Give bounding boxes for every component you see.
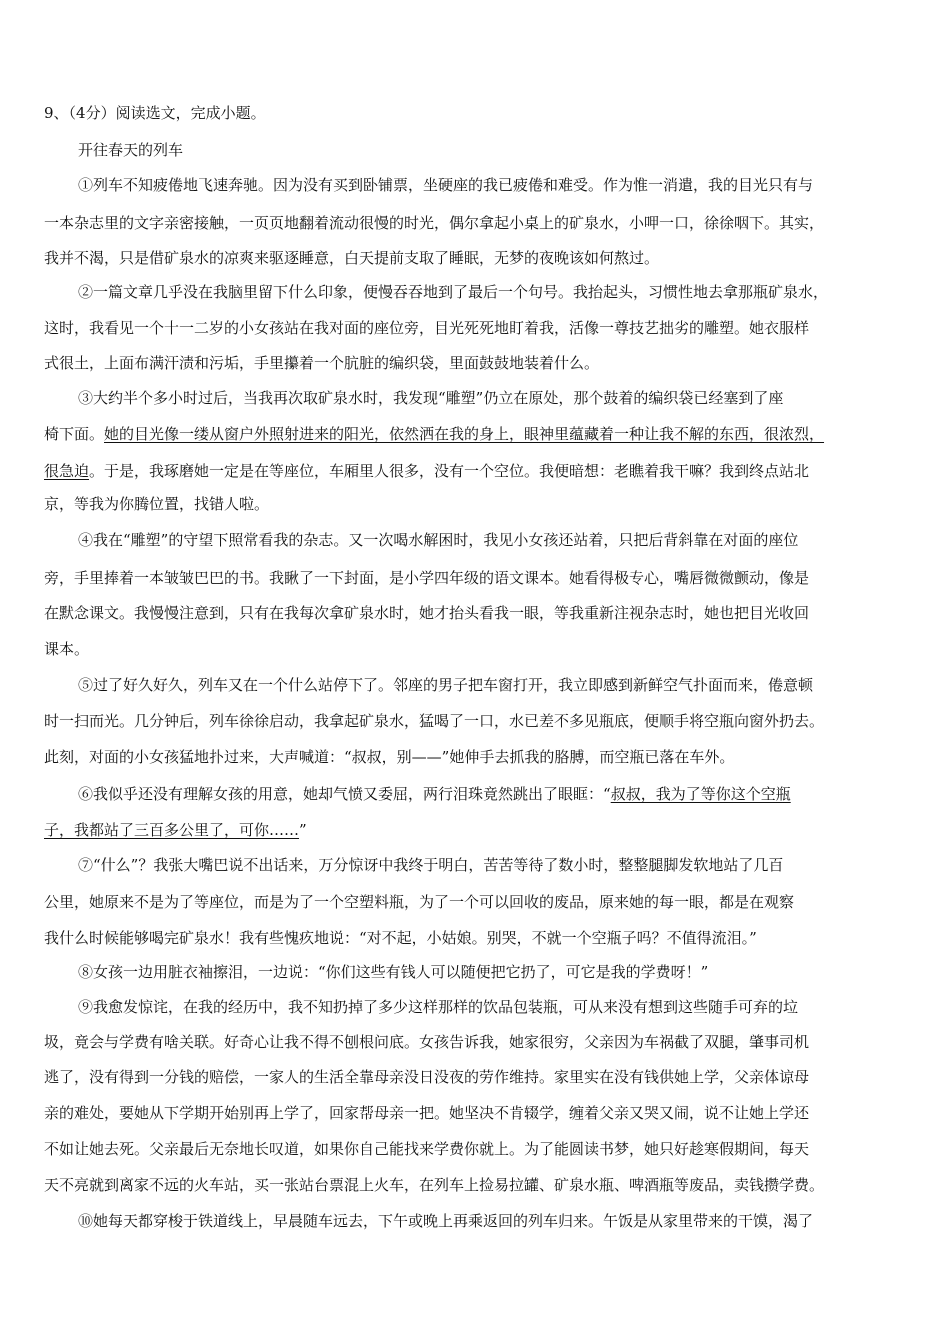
paragraph-9-line-6: 天不亮就到离家不远的火车站，买一张站台票混上火车，在列车上捡易拉罐、矿泉水瓶、啤酒瓶等废品，卖钱攒学费。 bbox=[44, 1176, 825, 1194]
paragraph-1-line-2: 一本杂志里的文字亲密接触，一页页地翻着流动很慢的时光，偶尔拿起小桌上的矿泉水，小呷一口，徐徐咽下。其实， bbox=[44, 214, 825, 232]
paragraph-2-line-3: 式很土，上面布满汗渍和污垢，手里攥着一个肮脏的编织袋，里面鼓鼓地装着什么。 bbox=[44, 354, 600, 372]
paragraph-6-line-2-plain: ” bbox=[299, 821, 307, 839]
paragraph-6-line-1-plain: ⑥我似乎还没有理解女孩的用意，她却气愤又委屈，两行泪珠竟然跳出了眼眶：“ bbox=[78, 785, 611, 803]
paragraph-3-line-1: ③大约半个多小时过后，当我再次取矿泉水时，我发现“雕塑”仍立在原处，那个鼓着的编织袋已经塞到了座 bbox=[78, 389, 784, 407]
paragraph-4-line-2: 旁，手里捧着一本皱皱巴巴的书。我瞅了一下封面，是小学四年级的语文课本。她看得极专心，嘴唇微微颤动，像是 bbox=[44, 569, 810, 587]
underlined-quote-part-1: 叔叔，我为了等你这个空瓶 bbox=[610, 785, 791, 803]
paragraph-6-line-2 bbox=[44, 820, 307, 842]
paragraph-4-line-3: 在默念课文。我慢慢注意到，只有在我每次拿矿泉水时，她才抬头看我一眼，等我重新注视杂志时，她也把目光收回 bbox=[44, 604, 810, 622]
paragraph-5-line-3: 此刻，对面的小女孩猛地扑过来，大声喊道：“叔叔，别——”她伸手去抓我的胳膊，而空瓶已落在车外。 bbox=[44, 748, 735, 766]
paragraph-1-line-1: ①列车不知疲倦地飞速奔驰。因为没有买到卧铺票，坐硬座的我已疲倦和难受。作为惟一消遣，我的目光只有与 bbox=[78, 176, 814, 194]
paragraph-9-line-3: 逃了，没有得到一分钱的赔偿，一家人的生活全靠母亲没日没夜的劳作维持。家里实在没有钱供她上学，父亲体谅母 bbox=[44, 1068, 810, 1086]
paragraph-7-line-1: ⑦“什么”？我张大嘴巴说不出话来，万分惊讶中我终于明白，苦苦等待了数小时，整整腿脚发软地站了几百 bbox=[78, 856, 784, 874]
paragraph-7-line-2: 公里，她原来不是为了等座位，而是为了一个空塑料瓶，为了一个可以回收的废品，原来她的每一眼，都是在观察 bbox=[44, 893, 795, 911]
paragraph-3-line-4: 京，等我为你腾位置，找错人啦。 bbox=[44, 495, 270, 513]
paragraph-9-line-5: 不如让她去死。父亲最后无奈地长叹道，如果你自己能找来学费你就上。为了能圆读书梦，她只好趁寒假期间，每天 bbox=[44, 1140, 810, 1158]
paragraph-9-line-2: 圾，竟会与学费有啥关联。好奇心让我不得不刨根问底。女孩告诉我，她家很穷，父亲因为车祸截了双腿，肇事司机 bbox=[44, 1033, 810, 1051]
paragraph-3-line-3-plain: 。于是，我琢磨她一定是在等座位，车厢里人很多，没有一个空位。我便暗想：老瞧着我干嘛？我到终点站北 bbox=[89, 462, 810, 480]
paragraph-2-line-2: 这时，我看见一个十一二岁的小女孩站在我对面的座位旁，目光死死地盯着我，活像一尊技艺拙劣的雕塑。她衣服样 bbox=[44, 319, 810, 337]
paragraph-5-line-1: ⑤过了好久好久，列车又在一个什么站停下了。邻座的男子把车窗打开，我立即感到新鲜空气扑面而来，倦意顿 bbox=[78, 676, 814, 694]
paragraph-7-line-3: 我什么时候能够喝完矿泉水！我有些愧疚地说：“对不起，小姑娘。别哭，不就一个空瓶子吗？不值得流泪。” bbox=[44, 929, 757, 947]
underlined-quote-part-2: 子，我都站了三百多公里了，可你…… bbox=[44, 821, 300, 839]
paragraph-10-line-1: ⑩她每天都穿梭于铁道线上，早晨随车远去，下午或晚上再乘返回的列车归来。午饭是从家里带来的干馍，渴了 bbox=[78, 1212, 814, 1230]
question-header: 9、（4分）阅读选文，完成小题。 bbox=[44, 104, 266, 122]
paragraph-3-line-3 bbox=[44, 461, 809, 483]
underlined-sentence-part-2: 很急迫 bbox=[44, 462, 90, 480]
paragraph-3-line-2 bbox=[44, 424, 824, 446]
paragraph-4-line-4: 课本。 bbox=[44, 640, 90, 658]
paragraph-1-line-3: 我并不渴，只是借矿泉水的凉爽来驱逐睡意，白天提前支取了睡眠，无梦的夜晚该如何熬过。 bbox=[44, 249, 660, 267]
paragraph-9-line-1: ⑨我愈发惊诧，在我的经历中，我不知扔掉了多少这样那样的饮品包装瓶，可从来没有想到这些随手可弃的垃 bbox=[78, 998, 799, 1016]
paragraph-3-line-2-plain: 椅下面。 bbox=[44, 425, 105, 443]
paragraph-5-line-2: 时一扫而光。几分钟后，列车徐徐启动，我拿起矿泉水，猛喝了一口，水已差不多见瓶底，便顺手将空瓶向窗外扔去。 bbox=[44, 712, 825, 730]
paragraph-9-line-4: 亲的难处，要她从下学期开始别再上学了，回家帮母亲一把。她坚决不肯辍学，缠着父亲又哭又闹，说不让她上学还 bbox=[44, 1104, 810, 1122]
underlined-sentence-part-1: 她的目光像一缕从窗户外照射进来的阳光，依然洒在我的身上，眼神里蕴藏着一种让我不解的东西，很浓烈， bbox=[104, 425, 825, 443]
paragraph-4-line-1: ④我在“雕塑”的守望下照常看我的杂志。又一次喝水解困时，我见小女孩还站着，只把后背斜靠在对面的座位 bbox=[78, 531, 799, 549]
paragraph-6-line-1 bbox=[78, 784, 791, 806]
paragraph-8-line-1: ⑧女孩一边用脏衣袖擦泪，一边说：“你们这些有钱人可以随便把它扔了，可它是我的学费呀！” bbox=[78, 963, 709, 981]
article-title: 开往春天的列车 bbox=[78, 141, 184, 159]
paragraph-2-line-1: ②一篇文章几乎没在我脑里留下什么印象，便慢吞吞地到了最后一个句号。我抬起头，习惯性地去拿那瓶矿泉水， bbox=[78, 283, 829, 301]
